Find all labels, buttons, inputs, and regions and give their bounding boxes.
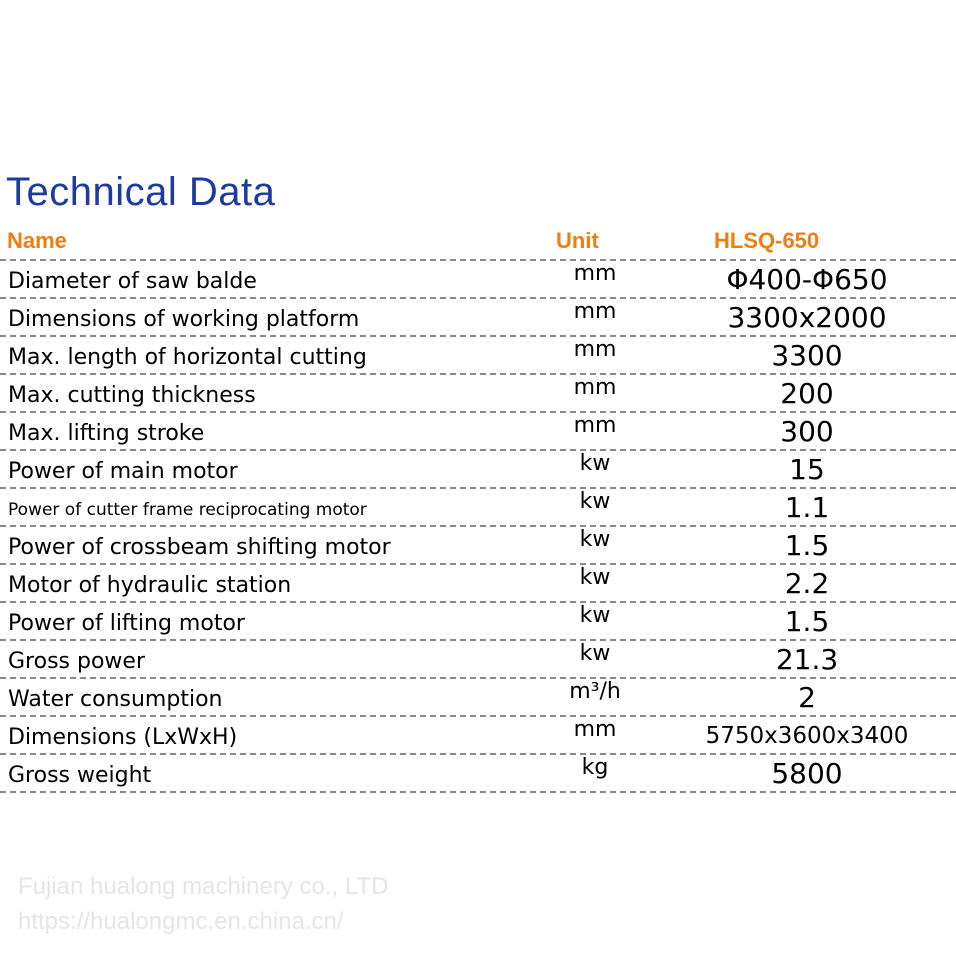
row-value: 5800: [771, 757, 843, 790]
table-row: [0, 677, 956, 715]
row-name: Max. cutting thickness: [8, 383, 256, 408]
row-name: Power of crossbeam shifting motor: [8, 535, 391, 560]
table-row: [0, 715, 956, 753]
table-row: [0, 449, 956, 487]
row-name: Dimensions of working platform: [8, 307, 360, 332]
header-model: HLSQ-650: [714, 228, 820, 253]
row-value: 300: [780, 415, 834, 448]
row-name: Power of cutter frame reciprocating motor: [8, 500, 367, 520]
row-name: Max. length of horizontal cutting: [8, 345, 367, 370]
row-unit: mm: [573, 261, 617, 286]
row-value: 200: [780, 377, 834, 410]
row-value: 1.5: [784, 529, 830, 562]
row-unit: kw: [579, 603, 611, 628]
row-unit: mm: [573, 337, 617, 362]
row-name: Motor of hydraulic station: [8, 573, 292, 598]
row-value: 15: [789, 453, 825, 486]
row-name: Max. lifting stroke: [8, 421, 205, 446]
table-row: [0, 297, 956, 335]
row-name: Diameter of saw balde: [8, 269, 257, 294]
row-unit: kw: [579, 451, 611, 476]
row-name: Gross power: [8, 649, 145, 674]
table-row: [0, 373, 956, 411]
watermark-url: https://hualongmc.en.china.cn/: [18, 908, 344, 935]
table-row: [0, 639, 956, 677]
row-name: Power of lifting motor: [8, 611, 245, 636]
row-unit: m³/h: [569, 679, 621, 704]
row-value: Φ400-Φ650: [726, 263, 888, 296]
table-row: [0, 753, 956, 793]
table-row: [0, 335, 956, 373]
row-value: 2.2: [784, 567, 830, 600]
row-name: Power of main motor: [8, 459, 238, 484]
table-row: [0, 563, 956, 601]
row-value: 2: [798, 681, 816, 714]
row-unit: kw: [579, 565, 611, 590]
row-unit: kg: [581, 755, 609, 780]
row-name: Dimensions (LxWxH): [8, 725, 238, 750]
row-unit: kw: [579, 489, 611, 514]
table-header: [0, 225, 956, 259]
row-name: Water consumption: [8, 687, 223, 712]
row-value: 1.1: [784, 491, 830, 524]
watermark-company: Fujian hualong machinery co., LTD: [18, 873, 389, 900]
table-row: [0, 525, 956, 563]
table-row: [0, 487, 956, 525]
row-name: Gross weight: [8, 763, 152, 788]
row-unit: mm: [573, 299, 617, 324]
row-value: 1.5: [784, 605, 830, 638]
table-row: [0, 259, 956, 297]
row-unit: kw: [579, 527, 611, 552]
row-value: 21.3: [775, 643, 839, 676]
row-unit: mm: [573, 717, 617, 742]
page-title: Technical Data: [6, 170, 276, 214]
row-unit: mm: [573, 413, 617, 438]
row-value: 3300x2000: [727, 301, 887, 334]
spec-table: [0, 225, 956, 793]
row-unit: kw: [579, 641, 611, 666]
header-name: Name: [7, 228, 67, 253]
table-row: [0, 411, 956, 449]
table-row: [0, 601, 956, 639]
row-value: 5750x3600x3400: [705, 723, 909, 749]
row-unit: mm: [573, 375, 617, 400]
header-unit: Unit: [556, 228, 599, 253]
row-value: 3300: [771, 339, 843, 372]
